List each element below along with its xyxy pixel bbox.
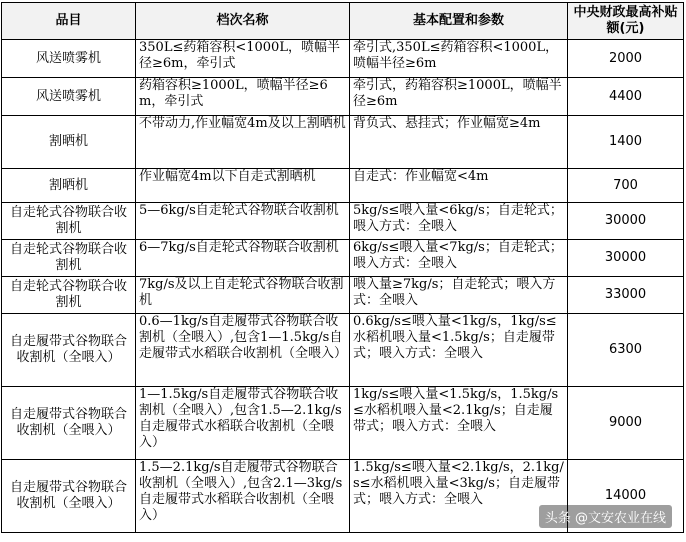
cell-config: 牵引式，药箱容积≥1000L，喷幅半径≥6m (350, 78, 568, 116)
cell-item: 自走轮式谷物联合收割机 (2, 203, 136, 240)
cell-amount: 700 (568, 169, 684, 203)
header-item: 品目 (2, 3, 136, 40)
cell-grade: 350L≤药箱容积<1000L，喷幅半径≥6m，牵引式 (136, 40, 350, 78)
cell-config: 自走式：作业幅宽<4m (350, 169, 568, 203)
cell-amount: 30000 (568, 240, 684, 277)
cell-item: 自走履带式谷物联合收割机（全喂入） (2, 460, 136, 533)
cell-item: 风送喷雾机 (2, 40, 136, 78)
cell-grade: 1.5—2.1kg/s自走履带式谷物联合收割机（全喂入）,包含2.1—3kg/s自走履带式水稻联合收割机（全喂入） (136, 460, 350, 533)
table-row (2, 40, 684, 78)
cell-item: 自走履带式谷物联合收割机（全喂入） (2, 314, 136, 387)
cell-grade: 0.6—1kg/s自走履带式谷物联合收割机（全喂入）,包含1—1.5kg/s自走履带式水稻联合收割机（全喂入） (136, 314, 350, 387)
cell-item: 自走履带式谷物联合收割机（全喂入） (2, 387, 136, 460)
cell-config: 背负式、悬挂式；作业幅宽≥4m (350, 116, 568, 169)
cell-amount: 30000 (568, 203, 684, 240)
table-row (2, 387, 684, 460)
cell-amount: 2000 (568, 40, 684, 78)
cell-amount: 4400 (568, 78, 684, 116)
cell-config: 6kg/s≤喂入量<7kg/s；自走轮式；喂入方式：全喂入 (350, 240, 568, 277)
cell-item: 自走轮式谷物联合收割机 (2, 277, 136, 314)
cell-grade: 6—7kg/s自走轮式谷物联合收割机 (136, 240, 350, 277)
cell-item: 自走轮式谷物联合收割机 (2, 240, 136, 277)
table-row (2, 116, 684, 169)
table-row (2, 240, 684, 277)
table-header-row (2, 3, 684, 40)
cell-amount: 9000 (568, 387, 684, 460)
cell-config: 5kg/s≤喂入量<6kg/s；自走轮式；喂入方式：全喂入 (350, 203, 568, 240)
cell-grade: 5—6kg/s自走轮式谷物联合收割机 (136, 203, 350, 240)
cell-grade: 作业幅宽4m以下自走式割晒机 (136, 169, 350, 203)
cell-amount: 6300 (568, 314, 684, 387)
table-row (2, 169, 684, 203)
header-grade-name: 档次名称 (136, 3, 350, 40)
header-max-subsidy: 中央财政最高补贴额(元) (568, 3, 684, 40)
header-config: 基本配置和参数 (350, 3, 568, 40)
cell-item: 风送喷雾机 (2, 78, 136, 116)
cell-grade: 药箱容积≥1000L，喷幅半径≥6m，牵引式 (136, 78, 350, 116)
table-row (2, 203, 684, 240)
cell-amount: 1400 (568, 116, 684, 169)
cell-grade: 不带动力,作业幅宽4m及以上割晒机 (136, 116, 350, 169)
table-row (2, 78, 684, 116)
cell-amount: 33000 (568, 277, 684, 314)
table-row (2, 314, 684, 387)
cell-config: 喂入量≥7kg/s；自走轮式；喂入方式：全喂入 (350, 277, 568, 314)
cell-config: 1.5kg/s≤喂入量<2.1kg/s，2.1kg/s≤水稻机喂入量<3kg/s；自走履带式；喂入方式：全喂入 (350, 460, 568, 533)
source-watermark: 头条 @文安农业在线 (539, 505, 672, 528)
subsidy-table (1, 2, 684, 533)
cell-config: 牵引式,350L≤药箱容积<1000L，喷幅半径≥6m (350, 40, 568, 78)
cell-item: 割晒机 (2, 169, 136, 203)
table-row (2, 277, 684, 314)
cell-config: 1kg/s≤喂入量<1.5kg/s，1.5kg/s≤水稻机喂入量<2.1kg/s；自走履带式；喂入方式：全喂入 (350, 387, 568, 460)
cell-grade: 1—1.5kg/s自走履带式谷物联合收割机（全喂入）,包含1.5—2.1kg/s自走履带式水稻联合收割机（全喂入） (136, 387, 350, 460)
cell-amount: 14000 (568, 460, 684, 533)
cell-config: 0.6kg/s≤喂入量<1kg/s，1kg/s≤水稻机喂入量<1.5kg/s；自走履带式；喂入方式：全喂入 (350, 314, 568, 387)
cell-grade: 7kg/s及以上自走轮式谷物联合收割机 (136, 277, 350, 314)
cell-item: 割晒机 (2, 116, 136, 169)
